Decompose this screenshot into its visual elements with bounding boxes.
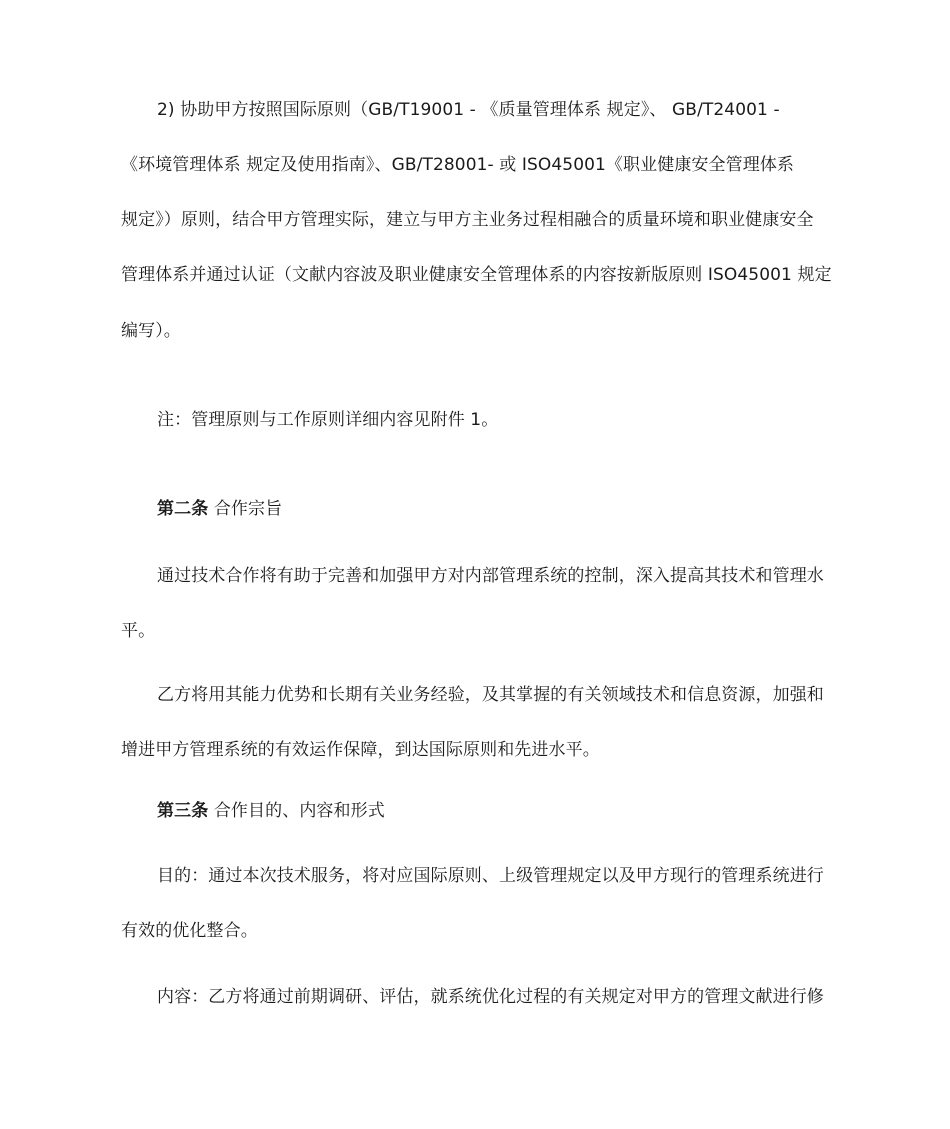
article-2-title: 合作宗旨 xyxy=(208,499,283,519)
article-2-heading xyxy=(157,497,867,521)
note-text: 注：管理原则与工作原则详细内容见附件 1。 xyxy=(157,410,499,430)
paragraph-2-line-1: 通过技术合作将有助于完善和加强甲方对内部管理系统的控制，深入提高其技术和管理水 xyxy=(157,566,824,586)
article-3-label: 第三条 xyxy=(157,801,209,821)
paragraph-1-line-2: 《环境管理体系 规定及使用指南》、GB/T28001- 或 ISO45001《职业健康安全管理体系 xyxy=(121,155,795,175)
paragraph-3-line-1: 乙方将用其能力优势和长期有关业务经验，及其掌握的有关领域技术和信息资源，加强和 xyxy=(157,685,824,705)
paragraph-1-line-4: 管理体系并通过认证（文献内容波及职业健康安全管理体系的内容按新版原则 ISO45001 规定 xyxy=(121,265,832,285)
paragraph-5-line-1: 内容：乙方将通过前期调研、评估，就系统优化过程的有关规定对甲方的管理文献进行修 xyxy=(157,987,824,1007)
paragraph-4-line-1: 目的：通过本次技术服务，将对应国际原则、上级管理规定以及甲方现行的管理系统进行 xyxy=(157,866,824,886)
paragraph-1-line-5: 编写）。 xyxy=(121,321,181,341)
paragraph-4-line-2: 有效的优化整合。 xyxy=(121,921,258,941)
paragraph-1-line-3: 规定》）原则，结合甲方管理实际，建立与甲方主业务过程相融合的质量环境和职业健康安全 xyxy=(121,210,814,230)
article-3-title: 合作目的、内容和形式 xyxy=(208,801,385,821)
paragraph-2-line-2: 平。 xyxy=(121,621,156,641)
article-3-heading xyxy=(157,799,867,823)
paragraph-3-line-2: 增进甲方管理系统的有效运作保障，到达国际原则和先进水平。 xyxy=(121,740,600,760)
article-2-label: 第二条 xyxy=(157,499,209,519)
paragraph-1-line-1: 2) 协助甲方按照国际原则（GB/T19001 - 《质量管理体系 规定》、 GB/T24001 - xyxy=(157,100,780,120)
